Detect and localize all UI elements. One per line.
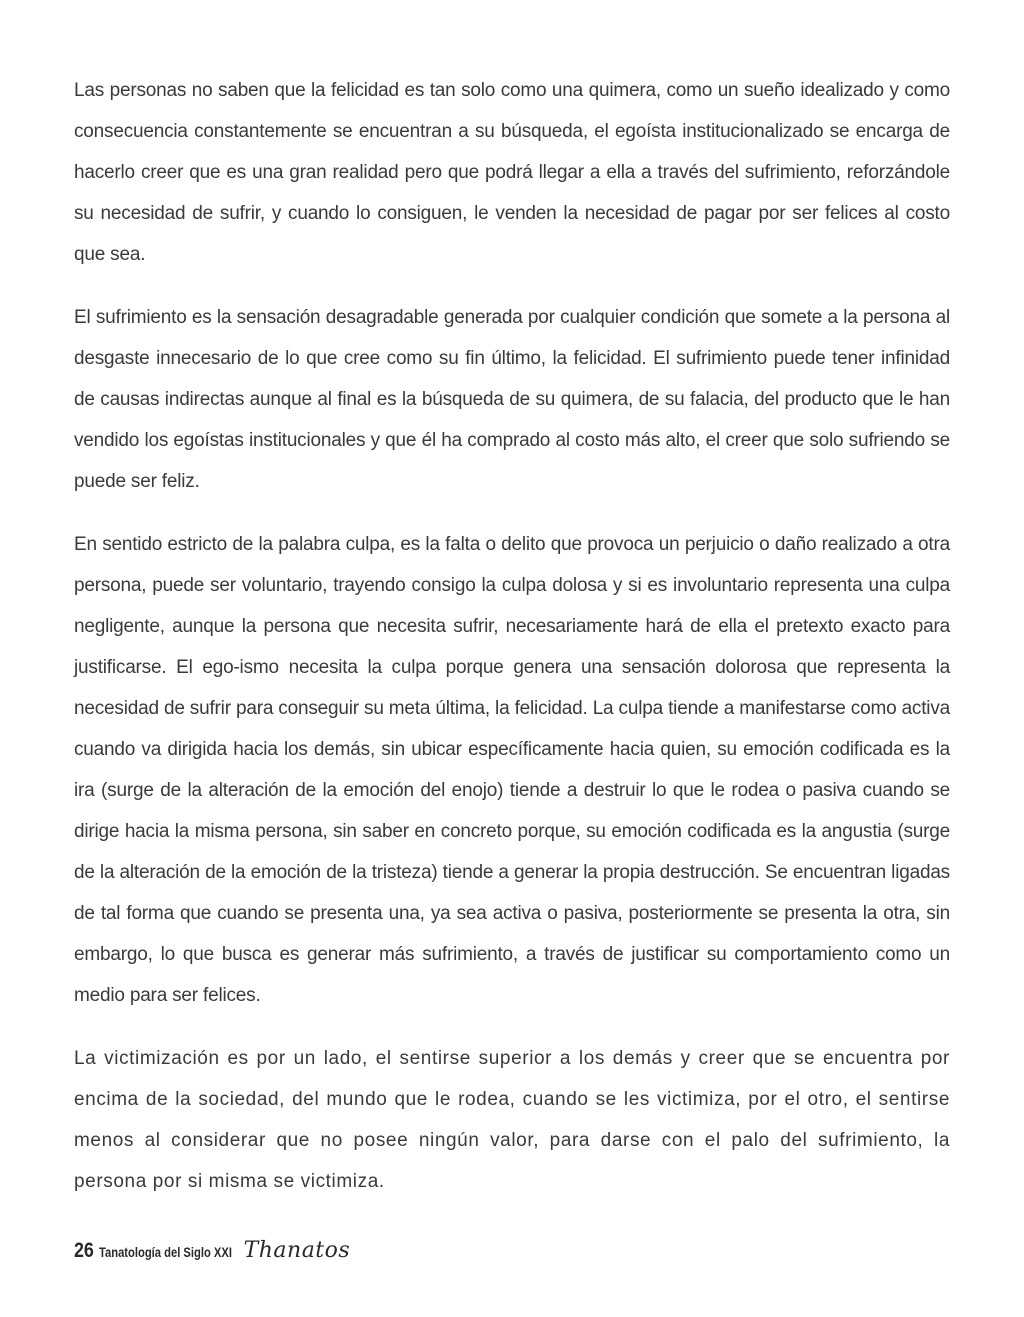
paragraph-felicidad: Las personas no saben que la felicidad es tan solo como una quimera, como un sueño idealizado y como consecuencia constantemente se encuentran a su búsqueda, el egoísta institucionalizado se encarga de hacerlo creer que es una gran realidad pero que podrá llegar a ella a través del sufrimiento, reforzándole su necesidad de sufrir, y cuando lo consiguen, le venden la necesidad de pagar por ser felices al costo que sea. (74, 80, 950, 265)
body-text (74, 70, 950, 1224)
book-title: Tanatología del Siglo XXI (99, 1244, 233, 1260)
paragraph-sufrimiento: El sufrimiento es la sensación desagradable generada por cualquier condición que somete a la persona al desgaste innecesario de lo que cree como su fin último, la felicidad. El sufrimiento puede tener infinidad de causas indirectas aunque al final es la búsqueda de su quimera, de su falacia, del producto que le han vendido los egoístas institucionales y que él ha comprado al costo más alto, el creer que solo sufriendo se puede ser feliz. (74, 307, 950, 492)
paragraph-victimizacion: La victimización es por un lado, el sentirse superior a los demás y creer que se encuentra por encima de la sociedad, del mundo que le rodea, cuando se les victimiza, por el otro, el sentirse menos al considerar que no posee ningún valor, para darse con el palo del sufrimiento, la persona por si misma se victimiza. (74, 1048, 950, 1192)
paragraph-culpa: En sentido estricto de la palabra culpa, es la falta o delito que provoca un perjuicio o daño realizado a otra persona, puede ser voluntario, trayendo consigo la culpa dolosa y si es involuntario representa una culpa negligente, aunque la persona que necesita sufrir, necesariamente hará de ella el pretexto exacto para justificarse. El ego-ismo necesita la culpa porque genera una sensación dolorosa que representa la necesidad de sufrir para conseguir su meta última, la felicidad. La culpa tiende a manifestarse como activa cuando va dirigida hacia los demás, sin ubicar específicamente hacia quien, su emoción codificada es la ira (surge de la alteración de la emoción del enojo) tiende a destruir lo que le rodea o pasiva cuando se dirige hacia la misma persona, sin saber en concreto porque, su emoción codificada es la angustia (surge de la alteración de la emoción de la tristeza) tiende a generar la propia destrucción. Se encuentran ligadas de tal forma que cuando se presenta una, ya sea activa o pasiva, posteriormente se presenta la otra, sin embargo, lo que busca es generar más sufrimiento, a través de justificar su comportamiento como un medio para ser felices. (74, 534, 950, 1006)
brand-logo-text: Thanatos (243, 1238, 351, 1263)
page-footer (74, 1238, 350, 1278)
page-number: 26 (74, 1239, 94, 1262)
